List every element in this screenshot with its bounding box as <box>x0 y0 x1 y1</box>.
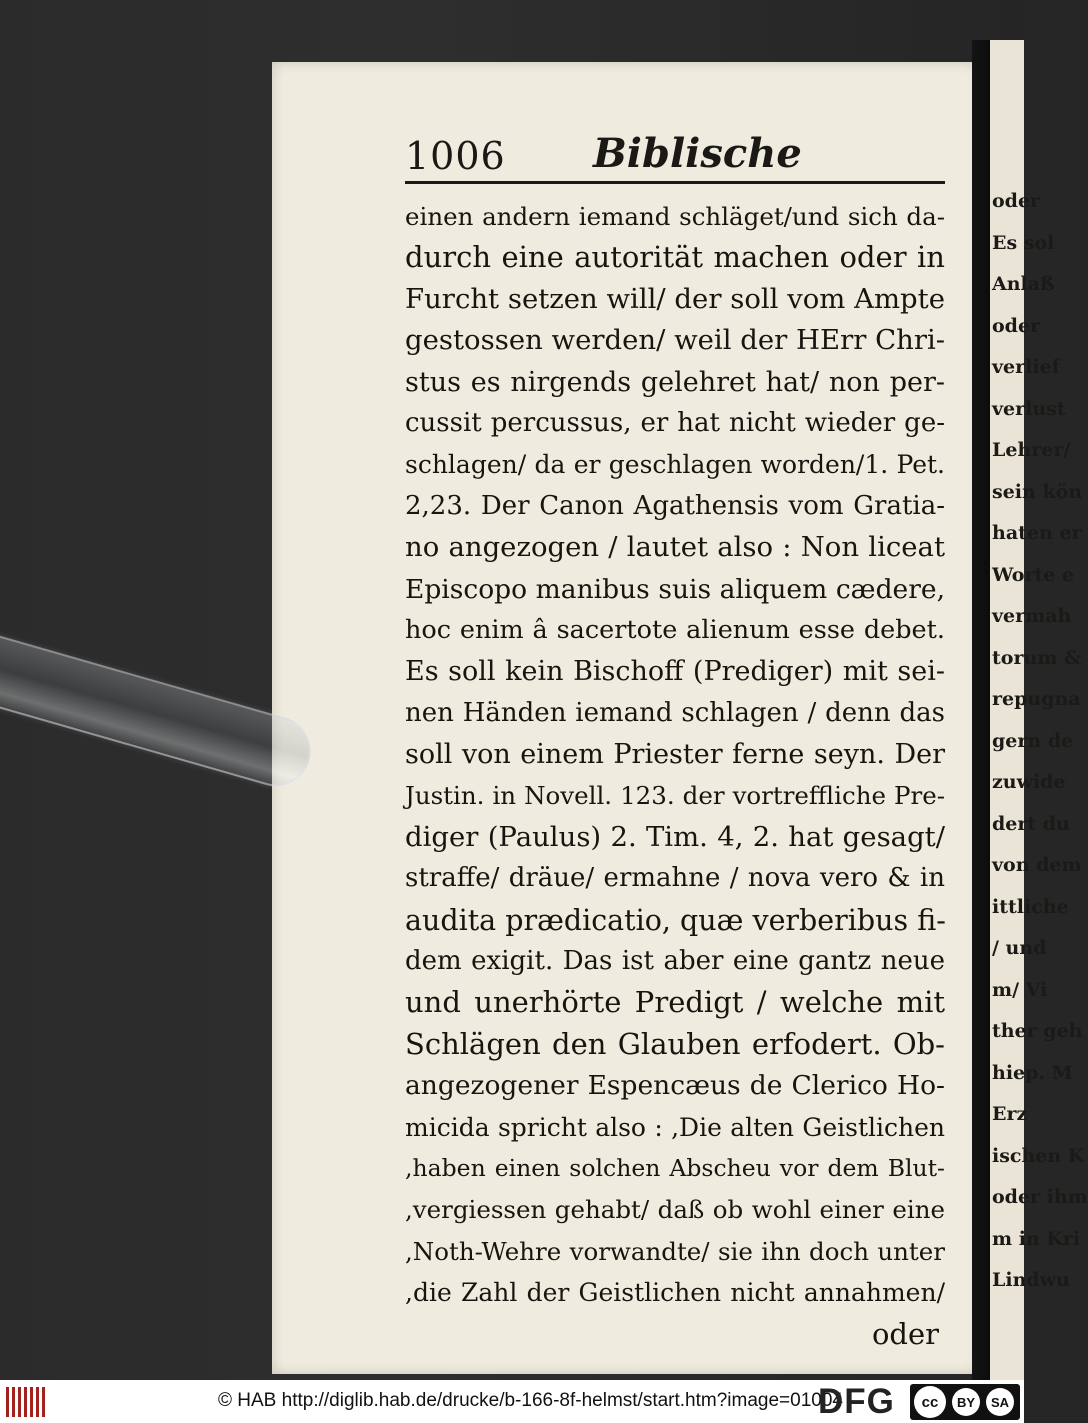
text-line: Episcopo manibus suis aliquem cædere, <box>405 573 945 605</box>
facing-page-fragment: haten er <box>992 522 1082 544</box>
facing-page-fragment: Es sol <box>992 231 1055 254</box>
facing-page-fragment: ischen K <box>992 1144 1085 1167</box>
text-line: einen andern iemand schläget/und sich da- <box>405 202 945 231</box>
running-head <box>405 130 945 182</box>
by-icon: BY <box>952 1388 980 1416</box>
facing-page-fragment: gern de <box>992 729 1074 752</box>
text-line: dem exigit. Das ist aber eine gantz neue <box>405 946 945 977</box>
facing-page-fragment: m/ Vi <box>992 978 1048 1001</box>
facing-page-fragment: repugna <box>992 688 1081 710</box>
text-line: Es soll kein Bischoff (Prediger) mit sei- <box>405 656 945 688</box>
header-rule <box>405 181 945 184</box>
text-line: Justin. in Novell. 123. der vortreffliche Pre- <box>405 781 945 811</box>
text-line: audita prædicatio, quæ verberibus fi- <box>405 903 946 937</box>
facing-page-fragment: oder <box>992 190 1041 212</box>
facing-page-fragment: verlief <box>992 356 1060 378</box>
book-gutter <box>972 40 992 1380</box>
text-line: no angezogen / lautet also : Non liceat <box>405 531 945 564</box>
facing-page-fragment: Erz <box>992 1103 1028 1125</box>
text-line: stus es nirgends gelehret hat/ non per- <box>405 366 945 398</box>
facing-page-fragment: sein kön <box>992 480 1083 503</box>
text-line: 2,23. Der Canon Agathensis vom Gratia- <box>405 490 945 521</box>
citation-link[interactable]: © HAB http://diglib.hab.de/drucke/b-166-8f-helmst/start.htm?image=01004 <box>218 1390 843 1411</box>
facing-page-fragment: oder ihm <box>992 1186 1088 1208</box>
text-line: nen Händen iemand schlagen / denn das <box>405 697 945 728</box>
facing-page-fragment: m in Kri <box>992 1227 1081 1250</box>
text-line: und unerhörte Predigt / welche mit <box>405 985 945 1020</box>
facing-page-fragment: Anlaß <box>992 273 1055 295</box>
facing-page-fragment: zuwide <box>992 771 1066 793</box>
facing-page-fragment: Lindwu <box>992 1269 1070 1291</box>
sa-icon: SA <box>986 1388 1014 1416</box>
facing-page-fragment: torum & <box>992 646 1082 669</box>
page-number: 1006 <box>405 134 506 178</box>
text-line: micida spricht also : ,Die alten Geistlichen <box>405 1112 945 1142</box>
facing-page-fragment: von dem <box>992 854 1082 876</box>
text-line: angezogener Espencæus de Clerico Ho- <box>405 1070 945 1102</box>
text-line: ,Noth-Wehre vorwandte/ sie ihn doch unter <box>405 1236 945 1266</box>
facing-page-fragment: Worte e <box>992 563 1075 586</box>
running-head-title: Biblische <box>593 130 802 177</box>
text-line: gestossen werden/ weil der HErr Chri- <box>405 324 946 357</box>
facing-page-fragment: dert du <box>992 812 1070 835</box>
dfg-logo: DFG <box>818 1382 895 1421</box>
text-line: soll von einem Priester ferne seyn. Der <box>405 739 945 771</box>
facing-page-fragment: vermah <box>992 605 1072 627</box>
text-line: straffe/ dräue/ ermahne / nova vero & in <box>405 863 945 894</box>
text-line: durch eine autorität machen oder in <box>405 240 945 275</box>
cc-icon: cc <box>914 1386 946 1418</box>
body-text <box>405 196 945 1355</box>
facing-page-fragment: ittliche <box>992 895 1069 918</box>
text-line: hoc enim â sacertote alienum esse debet. <box>405 614 945 645</box>
facing-page-fragment: verlust <box>992 397 1066 420</box>
text-line: diger (Paulus) 2. Tim. 4, 2. hat gesagt/ <box>405 820 945 853</box>
license-badge[interactable] <box>910 1384 1020 1420</box>
facing-page-edge <box>990 40 1088 1380</box>
glass-page-holder <box>0 621 319 794</box>
facing-page-fragment: hiep. M <box>992 1061 1073 1084</box>
text-line: ,vergiessen gehabt/ daß ob wohl einer eine <box>405 1195 945 1225</box>
facing-page-fragment: oder <box>992 314 1041 337</box>
facing-page-fragment: / und <box>992 937 1047 959</box>
facing-page-fragment: Lehrer/ <box>992 439 1071 461</box>
text-line: Furcht setzen will/ der soll vom Ampte <box>405 282 945 315</box>
text-line: ,die Zahl der Geistlichen nicht annahmen/ <box>405 1278 945 1308</box>
text-line: ,haben einen solchen Abscheu vor dem Blut- <box>405 1153 945 1182</box>
catchword: oder <box>871 1316 939 1351</box>
text-line: cussit percussus, er hat nicht wieder ge- <box>405 407 945 438</box>
facing-page-fragment: ther geh <box>992 1020 1083 1042</box>
library-logo-icon <box>6 1387 46 1417</box>
text-line: schlagen/ da er geschlagen worden/1. Pet. <box>405 450 945 480</box>
text-line: Schlägen den Glauben erfodert. Ob- <box>405 1026 945 1061</box>
viewer-footer <box>0 1380 1024 1423</box>
